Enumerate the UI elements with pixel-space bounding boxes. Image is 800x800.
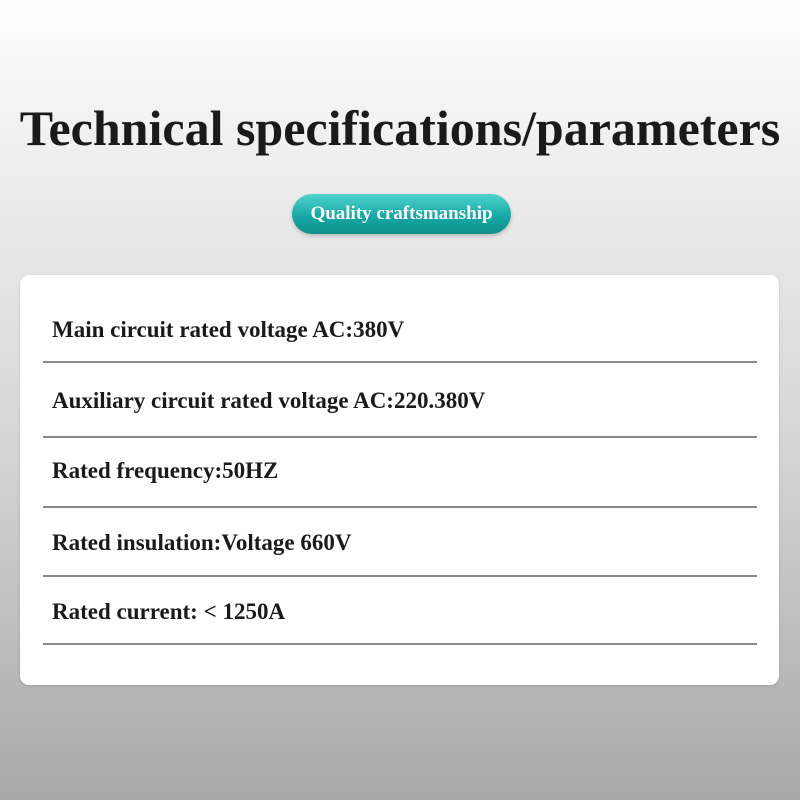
spec-divider xyxy=(43,575,757,577)
spec-divider xyxy=(43,361,757,363)
spec-auxiliary-voltage: Auxiliary circuit rated voltage AC:220.380V xyxy=(52,388,486,413)
spec-divider xyxy=(43,643,757,645)
page-title: Technical specifications/parameters xyxy=(19,100,781,156)
spec-divider xyxy=(43,506,757,508)
spec-card xyxy=(20,275,779,685)
spec-current: Rated current: < 1250A xyxy=(52,599,286,624)
spec-main-voltage: Main circuit rated voltage AC:380V xyxy=(52,317,405,342)
spec-frequency: Rated frequency:50HZ xyxy=(52,458,279,483)
quality-badge: Quality craftsmanship xyxy=(292,194,511,234)
spec-insulation: Rated insulation:Voltage 660V xyxy=(52,530,352,555)
spec-divider xyxy=(43,436,757,438)
